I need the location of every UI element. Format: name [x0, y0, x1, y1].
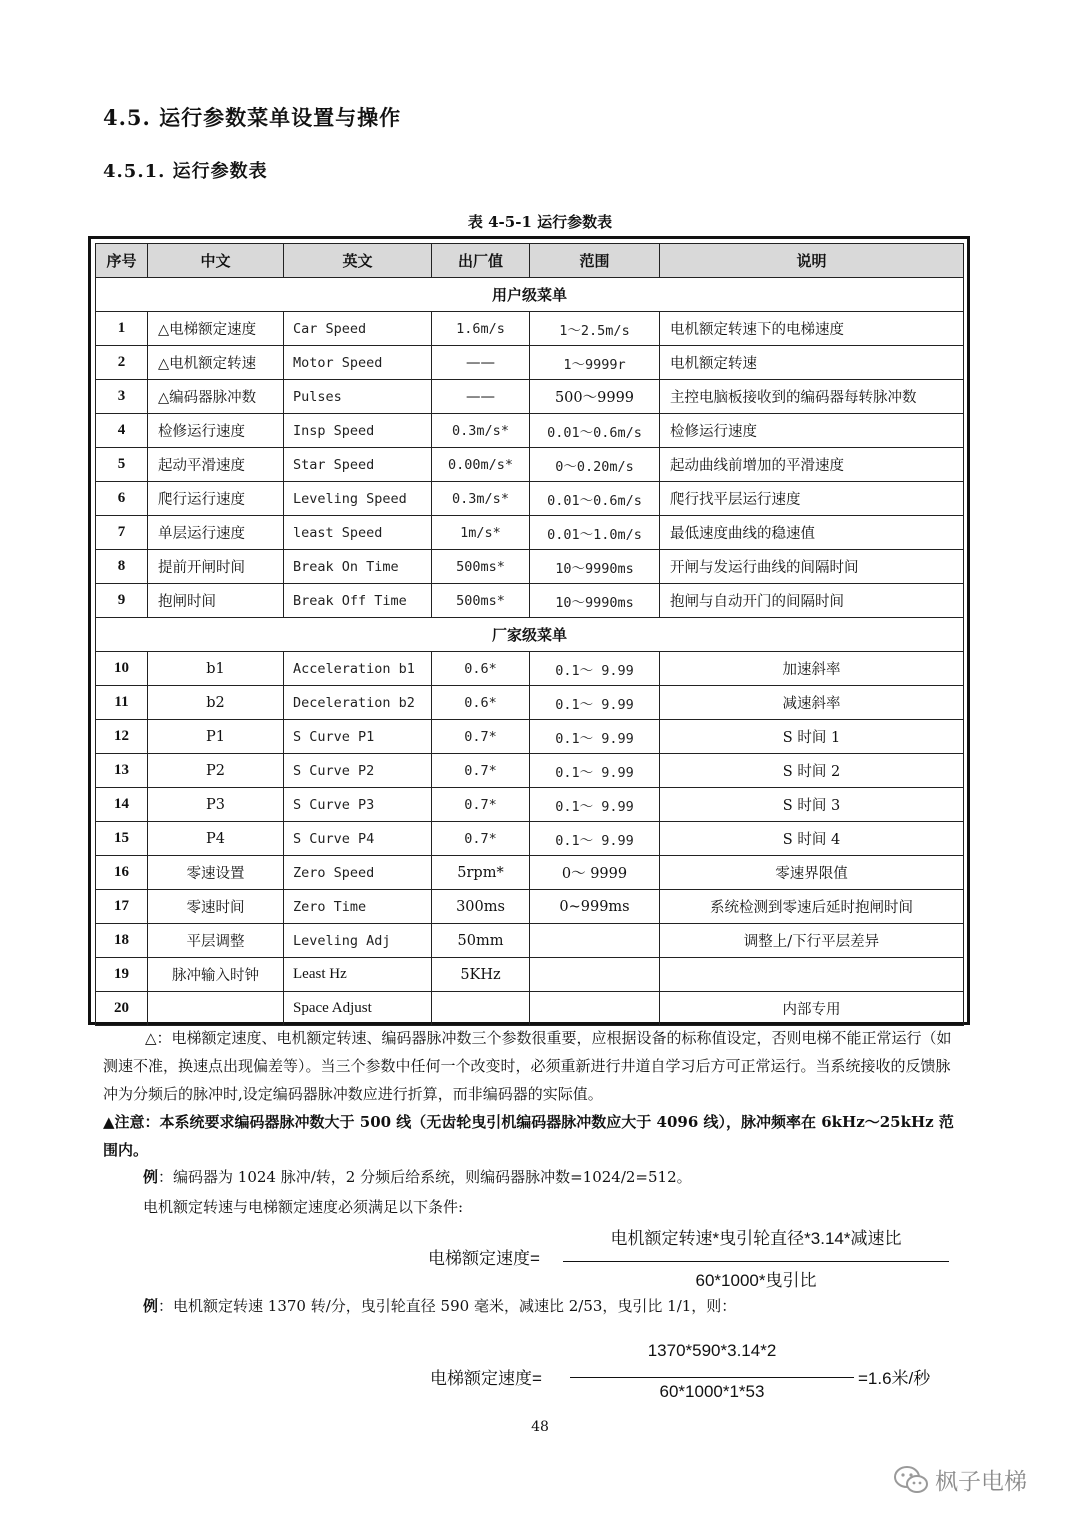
note-paragraph: △：电梯额定速度、电机额定转速、编码器脉冲数三个参数很重要，应根据设备的标称值设定，否则电梯不能正常运行（如测速不准，换速点出现偏差等）。当三个参数中任何一个改变时，必须重新进行井道自学习后方可正常运行。当系统接收的反馈脉冲为分频后的脉冲时,设定编码器脉冲数应进行折算，而非编码器的实际值。	[103, 1029, 952, 1103]
parameter-table	[95, 243, 964, 1026]
cell-default-value: ——	[432, 346, 530, 380]
cell-chinese-name: P1	[148, 720, 284, 754]
cell-english-name: Insp Speed	[284, 414, 432, 448]
cell-index: 20	[96, 992, 148, 1026]
cell-default-value: 0.00m/s*	[432, 448, 530, 482]
table-row	[96, 448, 964, 482]
table-row	[96, 720, 964, 754]
cell-chinese-name: P2	[148, 754, 284, 788]
formula-2-denominator: 60*1000*1*53	[659, 1382, 765, 1401]
section-label-factory: 厂家级菜单	[96, 618, 964, 652]
cell-index: 16	[96, 856, 148, 890]
table-row	[96, 958, 964, 992]
cell-chinese-name: 零速设置	[148, 856, 284, 890]
cell-range	[530, 992, 660, 1026]
header-chinese: 中文	[148, 244, 284, 278]
cell-index: 18	[96, 924, 148, 958]
cell-english-name: Space Adjust	[284, 992, 432, 1026]
cell-english-name: Leveling Speed	[284, 482, 432, 516]
cell-english-name: S Curve P3	[284, 788, 432, 822]
cell-default-value: 300ms	[432, 890, 530, 924]
table-row	[96, 516, 964, 550]
cell-description: 最低速度曲线的稳速值	[660, 516, 964, 550]
header-description: 说明	[660, 244, 964, 278]
cell-default-value: 500ms*	[432, 584, 530, 618]
cell-default-value: 0.7*	[432, 720, 530, 754]
cell-description: 检修运行速度	[660, 414, 964, 448]
cell-default-value: 0.6*	[432, 686, 530, 720]
cell-english-name: Leveling Adj	[284, 924, 432, 958]
cell-chinese-name: b1	[148, 652, 284, 686]
table-row	[96, 686, 964, 720]
cell-range: 0.1～ 9.99	[530, 788, 660, 822]
cell-english-name: Break Off Time	[284, 584, 432, 618]
table-row	[96, 788, 964, 822]
cell-index: 3	[96, 380, 148, 414]
example-2	[143, 1295, 736, 1316]
cell-english-name: S Curve P2	[284, 754, 432, 788]
cell-description: 调整上/下行平层差异	[660, 924, 964, 958]
cell-english-name: S Curve P4	[284, 822, 432, 856]
cell-description: S 时间 4	[660, 822, 964, 856]
cell-english-name: least Speed	[284, 516, 432, 550]
cell-index: 1	[96, 312, 148, 346]
cell-description: 电机额定转速下的电梯速度	[660, 312, 964, 346]
cell-chinese-name: 抱闸时间	[148, 584, 284, 618]
warning-note: ▲注意：本系统要求编码器脉冲数大于 500 线（无齿轮曳引机编码器脉冲数应大于 4096 线），脉冲频率在 6kHz～25kHz 范围内。	[103, 1113, 954, 1159]
cell-default-value: 500ms*	[432, 550, 530, 584]
header-index: 序号	[96, 244, 148, 278]
table-row	[96, 346, 964, 380]
cell-description: 系统检测到零速后延时抱闸时间	[660, 890, 964, 924]
subsection-heading: 4.5.1. 运行参数表	[103, 161, 268, 182]
table-row	[96, 822, 964, 856]
cell-chinese-name: b2	[148, 686, 284, 720]
example-2-label: 例	[143, 1297, 159, 1315]
cell-range: 0.1～ 9.99	[530, 686, 660, 720]
table-row	[96, 550, 964, 584]
table-row	[96, 652, 964, 686]
cell-description: S 时间 1	[660, 720, 964, 754]
cell-range: 10～9990ms	[530, 550, 660, 584]
formula-1-fraction-bar	[563, 1261, 949, 1262]
cell-range: 0.1～ 9.99	[530, 754, 660, 788]
cell-range: 0.01～1.0m/s	[530, 516, 660, 550]
cell-default-value: 0.6*	[432, 652, 530, 686]
table-row	[96, 482, 964, 516]
cell-range: 1～2.5m/s	[530, 312, 660, 346]
cell-description: S 时间 3	[660, 788, 964, 822]
cell-index: 11	[96, 686, 148, 720]
cell-chinese-name: 爬行运行速度	[148, 482, 284, 516]
section-label-user: 用户级菜单	[96, 278, 964, 312]
table-caption: 表 4-5-1 运行参数表	[467, 213, 613, 231]
cell-english-name: S Curve P1	[284, 720, 432, 754]
cell-range: 0～ 9999	[530, 856, 660, 890]
cell-index: 8	[96, 550, 148, 584]
formula-1-numerator: 电机额定转速*曳引轮直径*3.14*减速比	[610, 1229, 902, 1248]
cell-default-value: 0.7*	[432, 788, 530, 822]
cell-index: 6	[96, 482, 148, 516]
cell-chinese-name: 起动平滑速度	[148, 448, 284, 482]
cell-english-name: Zero Time	[284, 890, 432, 924]
cell-range: 500～9999	[530, 380, 660, 414]
cell-chinese-name: △编码器脉冲数	[148, 380, 284, 414]
cell-chinese-name: 检修运行速度	[148, 414, 284, 448]
section-row-user	[96, 278, 964, 312]
watermark	[893, 1463, 1027, 1496]
cell-range: 10～9990ms	[530, 584, 660, 618]
cell-range: 0.01～0.6m/s	[530, 414, 660, 448]
example-2-text: ：电机额定转速 1370 转/分，曳引轮直径 590 毫米，减速比 2/53，曳引比 1/1，则：	[158, 1297, 737, 1315]
cell-default-value: 1m/s*	[432, 516, 530, 550]
cell-range: 0.1～ 9.99	[530, 652, 660, 686]
table-row	[96, 890, 964, 924]
table-row	[96, 414, 964, 448]
table-body	[96, 278, 964, 1026]
formula-2-result: =1.6米/秒	[858, 1369, 931, 1388]
condition-text: 电机额定转速与电梯额定速度必须满足以下条件:	[143, 1198, 464, 1216]
cell-index: 7	[96, 516, 148, 550]
cell-description: 主控电脑板接收到的编码器每转脉冲数	[660, 380, 964, 414]
wechat-icon	[893, 1465, 929, 1495]
cell-default-value: 0.7*	[432, 754, 530, 788]
cell-default-value: 1.6m/s	[432, 312, 530, 346]
table-header-row	[96, 244, 964, 278]
cell-default-value: 50mm	[432, 924, 530, 958]
cell-index: 14	[96, 788, 148, 822]
table-row	[96, 754, 964, 788]
cell-chinese-name: P3	[148, 788, 284, 822]
cell-chinese-name: 平层调整	[148, 924, 284, 958]
cell-chinese-name	[148, 992, 284, 1026]
cell-index: 5	[96, 448, 148, 482]
cell-description: 零速界限值	[660, 856, 964, 890]
cell-index: 17	[96, 890, 148, 924]
cell-english-name: Break On Time	[284, 550, 432, 584]
page-number: 48	[531, 1419, 549, 1435]
table-row	[96, 856, 964, 890]
cell-description: 减速斜率	[660, 686, 964, 720]
cell-index: 4	[96, 414, 148, 448]
cell-chinese-name: △电机额定转速	[148, 346, 284, 380]
header-range: 范围	[530, 244, 660, 278]
cell-default-value: 5rpm*	[432, 856, 530, 890]
cell-index: 10	[96, 652, 148, 686]
cell-chinese-name: 提前开闸时间	[148, 550, 284, 584]
cell-range	[530, 958, 660, 992]
table-row	[96, 584, 964, 618]
cell-index: 12	[96, 720, 148, 754]
cell-chinese-name: △电梯额定速度	[148, 312, 284, 346]
cell-range: 0.01～0.6m/s	[530, 482, 660, 516]
example-1	[143, 1166, 692, 1187]
cell-range: 0～0.20m/s	[530, 448, 660, 482]
cell-chinese-name: P4	[148, 822, 284, 856]
cell-index: 15	[96, 822, 148, 856]
cell-english-name: Star Speed	[284, 448, 432, 482]
formula-2-label: 电梯额定速度=	[430, 1369, 542, 1388]
cell-description: 加速斜率	[660, 652, 964, 686]
section-heading: 4.5. 运行参数菜单设置与操作	[103, 105, 402, 130]
cell-description: 爬行找平层运行速度	[660, 482, 964, 516]
formula-1-label: 电梯额定速度=	[428, 1249, 540, 1268]
cell-chinese-name: 脉冲输入时钟	[148, 958, 284, 992]
cell-range: 0.1～ 9.99	[530, 822, 660, 856]
formula-1-denominator: 60*1000*曳引比	[695, 1271, 817, 1290]
cell-description: 内部专用	[660, 992, 964, 1026]
parameter-table-frame	[88, 236, 970, 1025]
cell-english-name: Deceleration b2	[284, 686, 432, 720]
cell-default-value: 0.3m/s*	[432, 482, 530, 516]
cell-default-value: ——	[432, 380, 530, 414]
cell-default-value: 5KHz	[432, 958, 530, 992]
cell-index: 13	[96, 754, 148, 788]
table-row	[96, 924, 964, 958]
cell-english-name: Pulses	[284, 380, 432, 414]
table-row	[96, 992, 964, 1026]
cell-description: 电机额定转速	[660, 346, 964, 380]
table-row	[96, 380, 964, 414]
formula-2-numerator: 1370*590*3.14*2	[647, 1341, 777, 1360]
cell-chinese-name: 零速时间	[148, 890, 284, 924]
cell-index: 9	[96, 584, 148, 618]
cell-description: S 时间 2	[660, 754, 964, 788]
cell-description	[660, 958, 964, 992]
cell-index: 2	[96, 346, 148, 380]
cell-english-name: Car Speed	[284, 312, 432, 346]
example-1-text: ：编码器为 1024 脉冲/转，2 分频后给系统，则编码器脉冲数=1024/2=512。	[158, 1168, 692, 1186]
cell-english-name: Motor Speed	[284, 346, 432, 380]
cell-english-name: Zero Speed	[284, 856, 432, 890]
cell-default-value	[432, 992, 530, 1026]
cell-index: 19	[96, 958, 148, 992]
table-row	[96, 312, 964, 346]
formula-2-fraction-bar	[570, 1377, 854, 1378]
cell-range	[530, 924, 660, 958]
cell-english-name: Acceleration b1	[284, 652, 432, 686]
cell-default-value: 0.3m/s*	[432, 414, 530, 448]
cell-description: 抱闸与自动开门的间隔时间	[660, 584, 964, 618]
cell-description: 开闸与发运行曲线的间隔时间	[660, 550, 964, 584]
cell-default-value: 0.7*	[432, 822, 530, 856]
header-english: 英文	[284, 244, 432, 278]
cell-range: 0~999ms	[530, 890, 660, 924]
cell-range: 1～9999r	[530, 346, 660, 380]
section-row-factory	[96, 618, 964, 652]
example-1-label: 例	[143, 1168, 159, 1186]
cell-description: 起动曲线前增加的平滑速度	[660, 448, 964, 482]
watermark-text: 枫子电梯	[935, 1469, 1027, 1495]
header-default: 出厂值	[432, 244, 530, 278]
cell-english-name: Least Hz	[284, 958, 432, 992]
cell-range: 0.1～ 9.99	[530, 720, 660, 754]
cell-chinese-name: 单层运行速度	[148, 516, 284, 550]
